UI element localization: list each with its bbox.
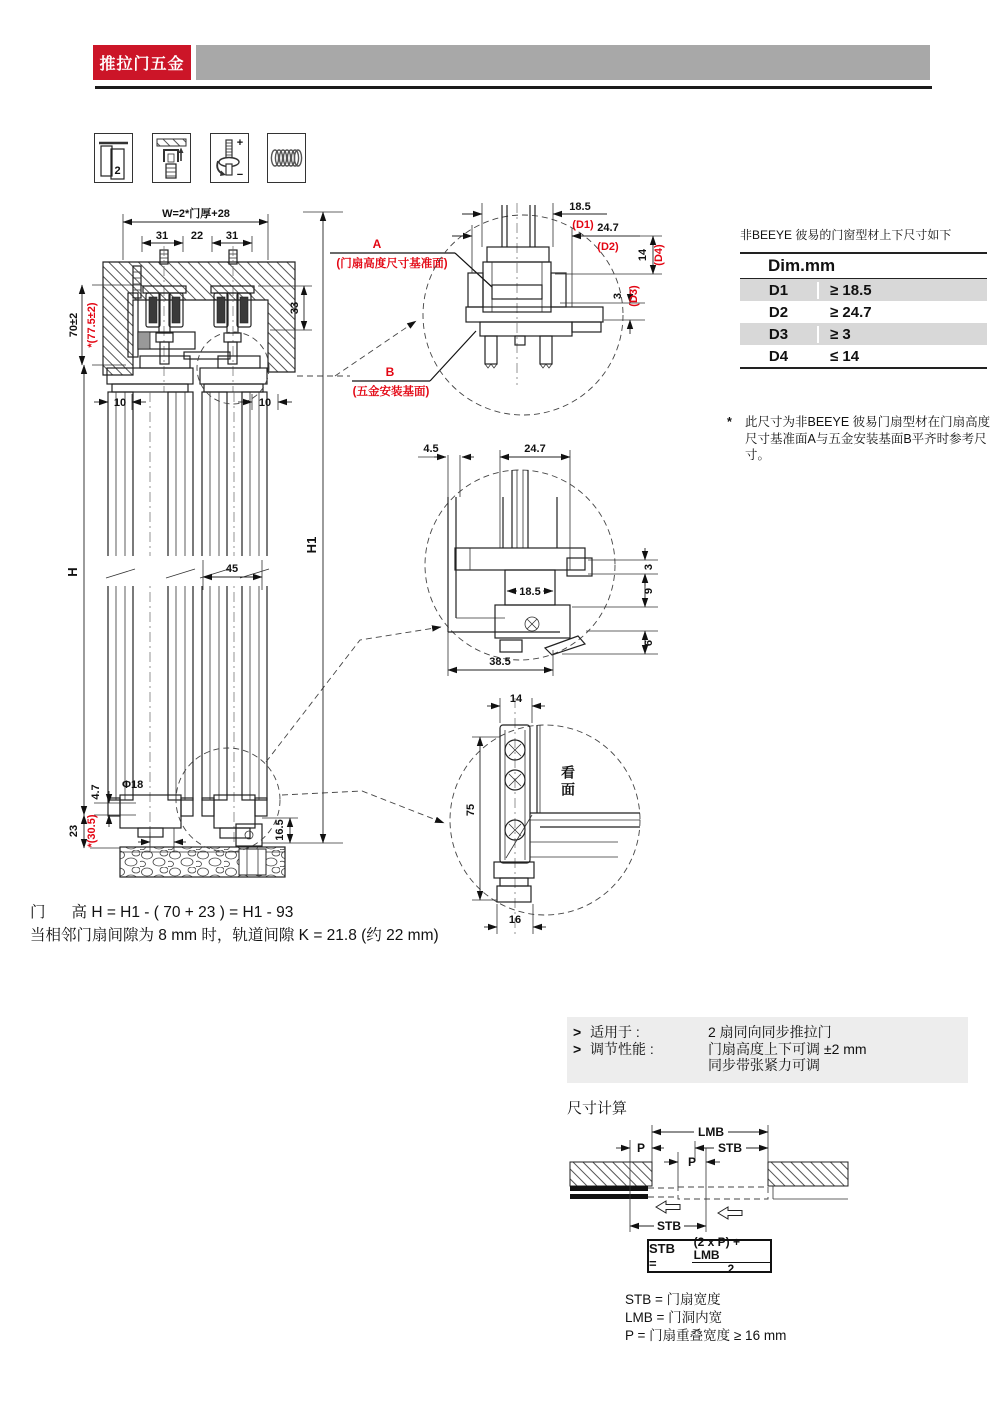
page-title: 推拉门五金 — [99, 56, 185, 73]
dim-22-text: 22 — [190, 230, 204, 242]
dimension-10-right — [238, 394, 292, 410]
table-cell-value: ≥ 3 — [817, 326, 987, 343]
lmb-label: LMB — [698, 1125, 724, 1139]
features-panel — [567, 1017, 968, 1083]
datum-b-caption: (五金安装基面) — [352, 386, 430, 398]
stb-formula-box — [647, 1234, 772, 1277]
formula-numerator: (2 x P) + LMB — [692, 1236, 770, 1263]
dim-14-text: 14 — [637, 248, 649, 262]
dim-247-mid-text: 24.7 — [524, 443, 546, 455]
note-asterisk: * — [727, 415, 732, 429]
feature-row — [567, 1024, 968, 1041]
stb-bottom-label: STB — [657, 1219, 681, 1233]
dim-3-text: 3 — [612, 292, 624, 300]
feature-label — [590, 1057, 708, 1074]
dim-d4-text: (D4) — [653, 244, 665, 266]
dim-14-bot-text: 14 — [509, 693, 523, 705]
door-height-formula — [30, 901, 439, 947]
plus-sign: + — [236, 137, 244, 149]
formula-lhs: STB = — [649, 1241, 675, 1271]
dim-305-text: *(30.5) — [86, 814, 98, 848]
detail-markers — [176, 321, 444, 852]
dim-d1-text: (D1) — [572, 219, 594, 231]
dim-165-text: 16.5 — [274, 819, 286, 841]
door-panels — [102, 392, 271, 845]
datum-a-letter: A — [372, 237, 382, 251]
table-row — [740, 301, 987, 323]
dim-33-text: 33 — [289, 301, 301, 315]
slide-direction-arrow-left — [656, 1201, 680, 1213]
legend-p: P = 门扇重叠宽度 ≥ 16 mm — [625, 1328, 787, 1343]
bullet-icon: > — [573, 1024, 582, 1040]
stb-top-label: STB — [718, 1141, 742, 1155]
dim-23-text: 23 — [68, 824, 80, 838]
datum-b-letter: B — [385, 365, 395, 379]
dim-775-text: *(77.5±2) — [86, 302, 98, 348]
dim-45-mid-text: 4.5 — [423, 443, 439, 455]
formula-line-1 — [30, 901, 439, 924]
detail-circle-middle — [418, 443, 658, 676]
dim-6-text: 6 — [643, 639, 655, 647]
table-cell-value: ≥ 18.5 — [817, 282, 987, 299]
dim-d2-text: (D2) — [597, 241, 619, 253]
formula-fraction — [692, 1236, 770, 1277]
view-face-label: 看面 — [560, 765, 576, 799]
dim-247-text: 24.7 — [597, 222, 619, 234]
reference-note — [727, 414, 991, 464]
dim-31b-text: 31 — [225, 230, 239, 242]
dim-185-mid-text: 18.5 — [519, 586, 541, 598]
table-row — [740, 323, 987, 345]
slide-direction-arrow-right — [718, 1207, 742, 1219]
dim-phi18-text: Φ18 — [122, 779, 144, 791]
formula-denominator: 2 — [727, 1262, 735, 1277]
dim-31a-text: 31 — [155, 230, 169, 242]
dim-10a-text: 10 — [113, 397, 127, 409]
table-intro: 非BEEYE 彼易的门窗型材上下尺寸如下 — [740, 228, 952, 242]
calc-legend — [625, 1291, 786, 1345]
dim-h-text: H — [65, 567, 80, 577]
dim-10b-text: 10 — [258, 397, 272, 409]
detail-middle-dimensions — [418, 443, 658, 676]
feature-row — [567, 1057, 968, 1074]
dimension-10-left — [94, 394, 146, 410]
datum-label-b — [352, 331, 476, 398]
dim-75-text: 75 — [465, 803, 477, 817]
table-cell-value: ≥ 24.7 — [817, 304, 987, 321]
profile-table — [740, 252, 987, 369]
p-left-label: P — [636, 1141, 646, 1155]
dim-d3-text: (D3) — [628, 285, 640, 307]
detail-top-dimensions — [452, 201, 665, 334]
dim-47-text: 4.7 — [90, 784, 102, 800]
feature-value: 门扇高度上下可调 ±2 mm — [708, 1040, 867, 1057]
detail-circle-bottom — [450, 693, 640, 938]
feature-row — [567, 1041, 968, 1058]
feature-label: 调节性能 : — [590, 1040, 654, 1057]
dim-w-text: W=2*门厚+28 — [162, 208, 230, 220]
dim-45-text: 45 — [225, 563, 239, 575]
dim-h1-text: H1 — [304, 536, 319, 554]
table-cell-dim: D1 — [768, 281, 789, 299]
calc-section-title: 尺寸计算 — [567, 1100, 628, 1117]
formula-body: 高 H = H1 - ( 70 + 23 ) = H1 - 93 — [71, 904, 294, 921]
table-cell-dim: D3 — [768, 325, 789, 343]
legend-lmb: LMB = 门洞内宽 — [625, 1310, 723, 1325]
feature-label: 适用于 : — [590, 1024, 640, 1040]
floor-section — [120, 847, 285, 877]
feature-value: 2 扇同向同步推拉门 — [708, 1024, 832, 1040]
table-cell-value: ≤ 14 — [817, 348, 987, 365]
table-cell-dim: D2 — [768, 303, 789, 321]
dim-185-text: 18.5 — [569, 201, 591, 213]
feature-value: 同步带张紧力可调 — [708, 1057, 820, 1073]
profile-dimension-block — [740, 226, 987, 369]
dim-9-text: 9 — [643, 587, 655, 595]
dimension-h — [65, 365, 84, 815]
dimension-16-5 — [262, 818, 298, 843]
legend-stb: STB = 门扇宽度 — [625, 1292, 721, 1307]
formula-line-2: 当相邻门扇间隙为 8 mm 时，轨道间隙 K = 21.8 (约 22 mm) — [30, 927, 439, 944]
table-cell-dim: D4 — [768, 347, 789, 365]
p-mid-label: P — [687, 1155, 697, 1169]
dimension-23 — [68, 814, 120, 848]
dimension-31-22-31 — [142, 230, 252, 252]
formula-prefix: 门 — [30, 904, 46, 921]
icon-door-count: 2 — [114, 165, 121, 177]
minus-sign: − — [236, 169, 244, 181]
dim-70-text: 70±2 — [68, 312, 80, 338]
detail-circle-top — [423, 201, 665, 415]
dim-16-text: 16 — [508, 914, 522, 926]
bullet-icon: > — [573, 1040, 582, 1057]
note-text: 此尺寸为非BEEYE 彼易门扇型材在门扇高度尺寸基准面A与五金安装基面B平齐时参考尺寸。 — [745, 415, 991, 462]
dim-385-text: 38.5 — [489, 656, 511, 668]
bullet-spacer — [567, 1057, 590, 1074]
table-header: Dim.mm — [740, 254, 987, 279]
table-row — [740, 279, 987, 301]
calc-diagram — [570, 1125, 848, 1233]
dim-3-mid-text: 3 — [643, 563, 655, 571]
table-row — [740, 345, 987, 367]
datum-a-caption: (门扇高度尺寸基准面) — [336, 258, 448, 270]
